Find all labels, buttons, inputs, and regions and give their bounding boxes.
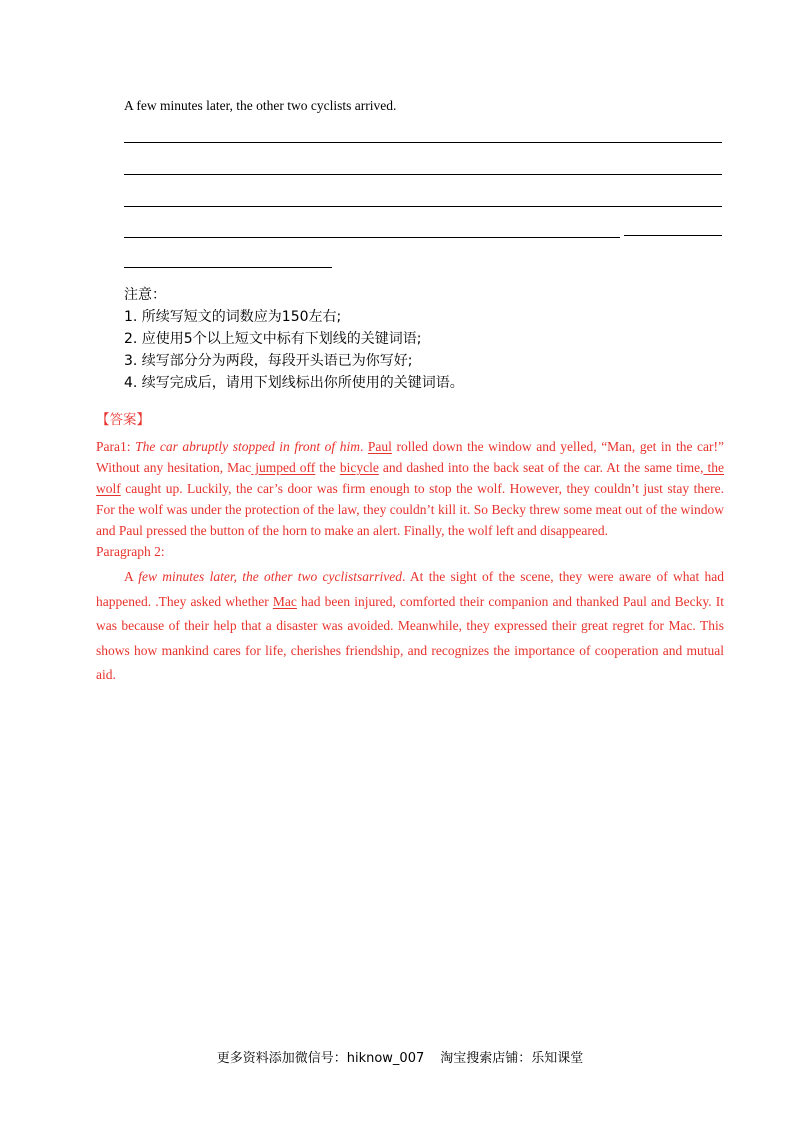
footer-wechat: 更多资料添加微信号：hiknow_007 — [216, 1051, 425, 1066]
writing-line-4 — [124, 237, 620, 238]
page-footer — [0, 1047, 800, 1066]
note-item: 1. 所续写短文的词数应为150左右; — [124, 309, 342, 325]
notes-heading: 注意： — [124, 287, 166, 303]
keyword-mac: Mac — [272, 593, 297, 609]
writing-line-3 — [124, 206, 722, 207]
para2-lead: A — [124, 569, 139, 584]
para1-text: rolled down the window and yelled, “Man, get in the car!” Without any hesitation, Mac — [96, 439, 724, 475]
answer-paragraph-2 — [96, 565, 724, 688]
para1-text: and dashed into the back seat of the car. At the same time, — [378, 460, 704, 475]
keyword-bicycle: bicycle — [339, 460, 379, 475]
para2-text: had been injured, comforted their companion and thanked Paul and Becky. It was because of their help that a disaster was avoided. Meanwhile, they expressed their great regret for Mac. This shows how mankind cares for life, cherishes friendship, and recognizes the importance of cooperation and mutual aid. — [96, 593, 724, 682]
note-item: 3. 续写部分分为两段，每段开头语已为你写好; — [124, 353, 413, 369]
para1-label: Para1: — [96, 439, 136, 454]
para1-text: caught up. Luckily, the car’s door was firm enough to stop the wolf. However, they couldn’t just stay there. For the wolf was under the protection of the law, they couldn’t kill it. So Becky threw some meat out of the window and Paul pressed the button of the horn to make an alert. Finally, the wolf left and disappeared. — [96, 481, 724, 538]
para1-punct: . — [359, 439, 368, 454]
footer-shop: 淘宝搜索店铺：乐知课堂 — [440, 1051, 584, 1066]
writing-line-4-tail — [624, 235, 722, 236]
writing-line-5 — [124, 267, 332, 268]
para1-text: the — [315, 460, 340, 475]
notes-section — [124, 284, 464, 394]
para2-opening: few minutes later, the other two cyclistsarrived — [138, 569, 403, 584]
writing-line-1 — [124, 142, 722, 143]
continuation-opening-line: A few minutes later, the other two cyclists arrived. — [124, 98, 397, 113]
note-item: 2. 应使用5个以上短文中标有下划线的关键词语; — [124, 331, 422, 347]
answer-tag: 【答案】 — [96, 412, 150, 428]
writing-line-2 — [124, 174, 722, 175]
para2-label: Paragraph 2: — [96, 544, 165, 559]
note-item: 4. 续写完成后，请用下划线标出你所使用的关键词语。 — [124, 375, 464, 391]
para1-opening: The car abruptly stopped in front of him — [135, 439, 360, 454]
keyword-jumped-off: jumped off — [251, 460, 316, 475]
answer-paragraph-1 — [96, 436, 724, 541]
keyword-paul: Paul — [367, 439, 392, 454]
para2-text: . At the sight of the scene, they were aware of what had happened. .They asked whether — [96, 569, 724, 609]
answer-section — [96, 436, 724, 688]
keyword-the-wolf: the wolf — [96, 460, 724, 496]
